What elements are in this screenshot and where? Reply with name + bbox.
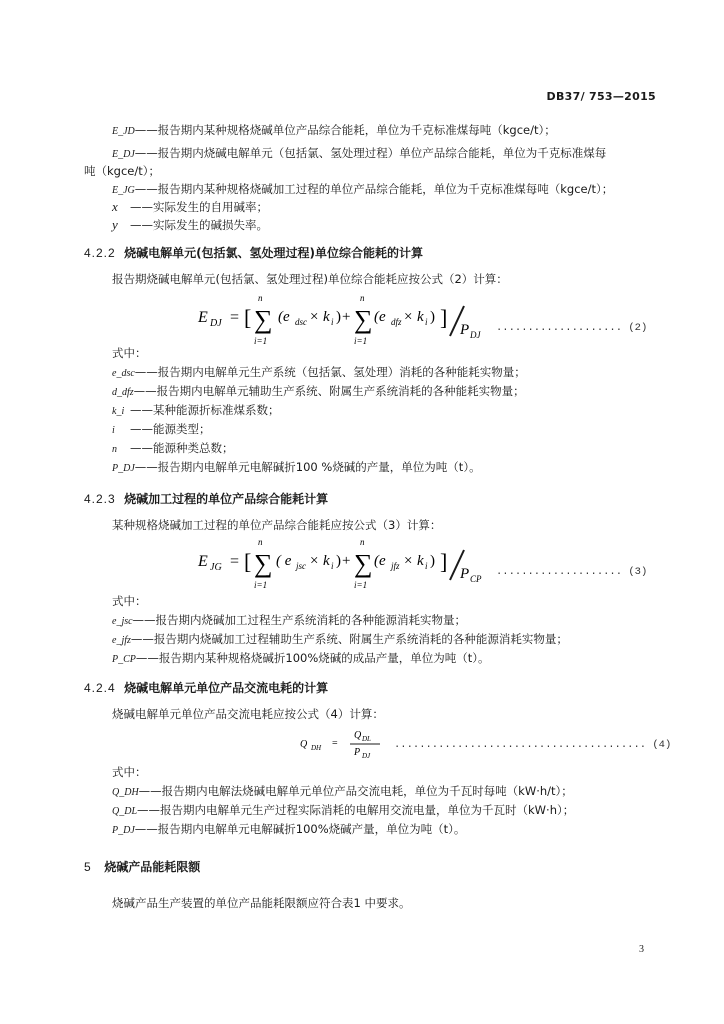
def-text: ——报告期内电解单元电解碱折100 %烧碱的产量，单位为吨（t）。 xyxy=(134,460,481,474)
bracket-open: [ xyxy=(244,305,252,330)
formula-lhs: Q xyxy=(300,739,308,750)
divisor-sub: CP xyxy=(470,574,482,584)
def-symbol: x xyxy=(112,199,118,214)
section-intro: 某种规格烧碱加工过程的单位产品综合能耗应按公式（3）计算： xyxy=(112,518,442,532)
k-2-sub: i xyxy=(425,317,428,327)
formula-lhs-sub: JG xyxy=(210,562,222,573)
def-symbol: P_DJ xyxy=(112,463,135,474)
divisor: P xyxy=(460,322,470,338)
section-title: 烧碱电解单元单位产品交流电耗的计算 xyxy=(124,681,329,695)
def-text: ——能源类型； xyxy=(130,422,211,436)
def-symbol: Q_DH xyxy=(112,787,139,798)
equation-leader: .................... (3) xyxy=(496,566,648,578)
def-text: ——报告期内某种规格烧碱折100%烧碱的成品产量，单位为吨（t）。 xyxy=(135,651,490,665)
section-number: 4.2.3 xyxy=(84,492,116,506)
term-2: (e xyxy=(374,309,386,325)
def-symbol: i xyxy=(112,425,115,436)
def-row xyxy=(112,145,606,161)
sum-upper-1: n xyxy=(258,537,263,547)
plus: + xyxy=(342,309,351,325)
def-symbol: E_JD xyxy=(112,126,135,137)
def-text: ——实际发生的自用碱率； xyxy=(130,200,268,214)
def-text: 吨（kgce/t）； xyxy=(84,164,160,178)
def-text: ——能源种类总数； xyxy=(130,441,234,455)
section-heading xyxy=(84,858,200,875)
times-2: × xyxy=(404,553,413,569)
def-row xyxy=(112,199,268,215)
section-number: 4.2.4 xyxy=(84,681,116,695)
sum-lower-1: i=1 xyxy=(254,580,268,590)
def-row xyxy=(112,631,568,647)
def-symbol: P_DJ xyxy=(112,825,135,836)
def-text: ——某种能源折标准煤系数； xyxy=(130,403,280,417)
def-text: ——报告期内电解单元电解碱折100%烧碱产量，单位为吨（t）。 xyxy=(134,822,466,836)
equation-leader: .................... (2) xyxy=(496,322,648,334)
close-2: ) xyxy=(430,553,435,569)
numerator: Q xyxy=(354,730,362,741)
document-code: DB37/ 753—2015 xyxy=(546,90,656,103)
sum-upper-1: n xyxy=(258,293,263,303)
def-symbol: e_dsc xyxy=(112,368,135,379)
sum-sigma-1: ∑ xyxy=(254,305,273,334)
section-title: 烧碱电解单元(包括氯、氢处理过程)单位综合能耗的计算 xyxy=(124,246,424,260)
def-text: ——报告期内电解单元生产过程实际消耗的电解用交流电量，单位为千瓦时（kW·h）； xyxy=(137,803,575,817)
section-title: 烧碱加工过程的单位产品综合能耗计算 xyxy=(124,492,329,506)
where-label: 式中： xyxy=(112,346,147,360)
term-1: ( e xyxy=(276,553,292,569)
def-row xyxy=(112,421,211,437)
formula-equals: = xyxy=(332,738,338,749)
formula-3 xyxy=(196,536,496,596)
term-1-sub: jsc xyxy=(296,561,306,571)
section-number: 4.2.2 xyxy=(84,246,116,260)
section-text: 烧碱产品生产装置的单位产品能耗限额应符合表1 中要求。 xyxy=(112,896,411,910)
formula-lhs: E xyxy=(198,309,208,326)
def-text: ——报告期内电解单元辅助生产系统、附属生产系统消耗的各种能耗实物量； xyxy=(133,384,525,398)
formula-lhs-sub: DH xyxy=(311,744,322,752)
sum-sigma-1: ∑ xyxy=(254,549,273,578)
def-text: ——报告期内电解法烧碱电解单元单位产品交流电耗，单位为千瓦时每吨（kW·h/t）； xyxy=(138,784,573,798)
page-number: 3 xyxy=(639,944,644,955)
def-symbol: P_CP xyxy=(112,654,136,665)
sum-lower-2: i=1 xyxy=(354,336,368,346)
section-heading xyxy=(84,490,328,507)
def-row xyxy=(112,402,280,418)
bracket-open: [ xyxy=(244,549,252,574)
def-row xyxy=(112,364,526,380)
def-row xyxy=(112,440,234,456)
equation-number: (3) xyxy=(628,566,648,578)
def-row xyxy=(112,459,481,475)
def-row xyxy=(112,650,490,666)
def-row-continued xyxy=(84,163,160,179)
close-1: ) xyxy=(336,553,341,569)
def-text: ——报告期内电解单元生产系统（包括氯、氢处理）消耗的各种能耗实物量； xyxy=(134,365,526,379)
equation-number: (4) xyxy=(652,739,672,751)
equation-number: (2) xyxy=(628,322,648,334)
close-1: ) xyxy=(336,309,341,325)
times-2: × xyxy=(404,309,413,325)
def-row xyxy=(112,821,465,837)
k-2: k xyxy=(417,309,424,325)
def-text: ——报告期内烧碱电解单元（包括氯、氢处理过程）单位产品综合能耗，单位为千克标准煤每 xyxy=(134,146,607,160)
def-row xyxy=(112,802,574,818)
divisor: P xyxy=(460,566,470,582)
close-2: ) xyxy=(430,309,435,325)
def-row xyxy=(112,217,268,233)
times-1: × xyxy=(310,309,319,325)
section-heading xyxy=(84,679,328,696)
sum-lower-1: i=1 xyxy=(254,336,268,346)
term-2: (e xyxy=(374,553,386,569)
section-number: 5 xyxy=(84,860,92,874)
numerator-sub: DL xyxy=(362,735,371,743)
k-2: k xyxy=(417,553,424,569)
def-symbol: E_DJ xyxy=(112,149,135,160)
plus: + xyxy=(342,553,351,569)
term-2-sub: jfz xyxy=(391,561,400,571)
def-symbol: k_i xyxy=(112,406,125,417)
sum-upper-2: n xyxy=(360,537,365,547)
denominator-sub: DJ xyxy=(362,752,371,760)
k-1: k xyxy=(323,309,330,325)
equation-leader: ........................................ (4) xyxy=(394,739,672,751)
formula-lhs: E xyxy=(198,553,208,570)
sum-upper-2: n xyxy=(360,293,365,303)
formula-equals: = xyxy=(230,309,240,326)
def-text: ——实际发生的碱损失率。 xyxy=(130,218,268,232)
def-symbol: Q_DL xyxy=(112,806,138,817)
def-row xyxy=(112,122,556,138)
section-heading xyxy=(84,244,423,261)
k-2-sub: i xyxy=(425,561,428,571)
where-label: 式中： xyxy=(112,594,147,608)
divisor-sub: DJ xyxy=(470,330,481,340)
def-symbol: n xyxy=(112,444,117,455)
def-symbol: d_dfz xyxy=(112,387,134,398)
def-row xyxy=(112,783,573,799)
def-symbol: E_JG xyxy=(112,185,135,196)
def-symbol: e_jsc xyxy=(112,616,133,627)
def-text: ——报告期内烧碱加工过程生产系统消耗的各种能源消耗实物量； xyxy=(132,613,467,627)
term-1-sub: dsc xyxy=(295,317,307,327)
def-text: ——报告期内某种规格烧碱单位产品综合能耗，单位为千克标准煤每吨（kgce/t）； xyxy=(134,123,556,137)
denominator: P xyxy=(354,747,361,758)
k-1-sub: i xyxy=(331,561,334,571)
term-1: (e xyxy=(278,309,290,325)
def-row xyxy=(112,612,466,628)
k-1: k xyxy=(323,553,330,569)
def-row xyxy=(112,181,613,197)
formula-4 xyxy=(298,726,398,766)
times-1: × xyxy=(310,553,319,569)
sum-sigma-2: ∑ xyxy=(354,549,373,578)
sum-lower-2: i=1 xyxy=(354,580,368,590)
formula-equals: = xyxy=(230,553,240,570)
bracket-close: ] xyxy=(440,305,448,330)
bracket-close: ] xyxy=(440,549,448,574)
section-intro: 报告期烧碱电解单元(包括氯、氢处理过程)单位综合能耗应按公式（2）计算： xyxy=(112,272,508,286)
formula-2 xyxy=(196,292,496,354)
def-text: ——报告期内某种规格烧碱加工过程的单位产品综合能耗，单位为千克标准煤每吨（kgce/t）； xyxy=(134,182,614,196)
k-1-sub: i xyxy=(331,317,334,327)
def-symbol: y xyxy=(112,217,118,232)
term-2-sub: dfz xyxy=(391,317,402,327)
section-intro: 烧碱电解单元单位产品交流电耗应按公式（4）计算： xyxy=(112,707,384,721)
def-symbol: e_jfz xyxy=(112,635,131,646)
formula-lhs-sub: DJ xyxy=(210,318,222,329)
def-text: ——报告期内烧碱加工过程辅助生产系统、附属生产系统消耗的各种能源消耗实物量； xyxy=(130,632,568,646)
def-row xyxy=(112,383,525,399)
where-label: 式中： xyxy=(112,765,147,779)
sum-sigma-2: ∑ xyxy=(354,305,373,334)
section-title: 烧碱产品能耗限额 xyxy=(104,860,201,874)
